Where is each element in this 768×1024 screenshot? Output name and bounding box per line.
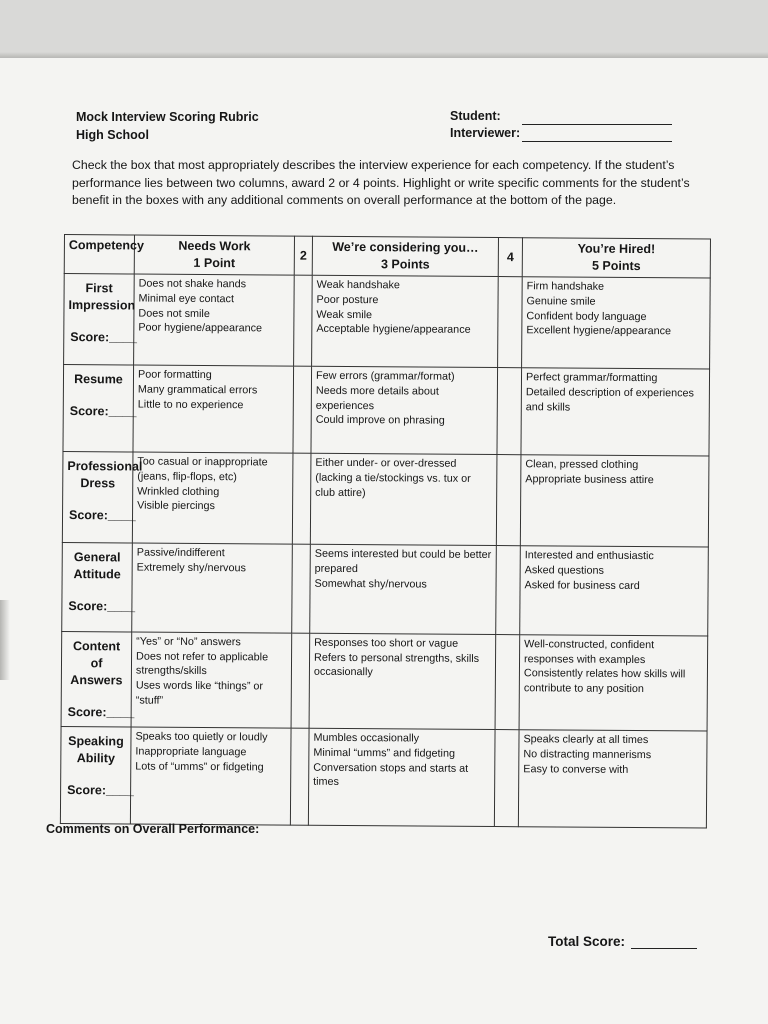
criterion-text: Speaks too quietly or loudly	[135, 730, 268, 744]
document-subtitle: High School	[76, 128, 149, 142]
hired-cell[interactable]	[519, 635, 708, 731]
criterion-text: Minimal “umms” and fidgeting	[313, 746, 456, 760]
total-score	[548, 934, 697, 949]
criterion-text: Lots of “umms” or fidgeting	[135, 760, 264, 773]
criterion-text: “Yes” or “No” answers	[136, 635, 241, 649]
criterion-text: Clean, pressed clothing	[525, 458, 639, 471]
header-hired	[522, 238, 710, 278]
competency-name: Resume	[74, 372, 123, 387]
criterion-text: Asked for business card	[524, 578, 640, 592]
criterion-text: Mumbles occasionally	[313, 731, 420, 745]
criterion-text: Responses too short or vague	[314, 636, 459, 650]
criterion-text: Acceptable hygiene/appearance	[316, 323, 471, 337]
four-point-checkbox-cell[interactable]	[496, 545, 521, 634]
criterion-text: Speaks clearly at all times	[523, 733, 649, 746]
hired-cell[interactable]	[522, 277, 711, 369]
considering-cell[interactable]	[311, 366, 498, 454]
header-needs-work-title: Needs Work	[178, 238, 251, 254]
four-point-checkbox-cell[interactable]	[496, 454, 521, 545]
criterion-text: Uses words like “things” or “stuff”	[135, 679, 264, 707]
criterion-text: Inappropriate language	[135, 745, 247, 758]
criterion-text: No distracting mannerisms	[523, 747, 652, 761]
needs-work-cell[interactable]	[132, 452, 293, 544]
criterion-text: Does not shake hands	[138, 277, 247, 291]
rubric-table	[60, 234, 711, 829]
criterion-text: Confident body language	[526, 309, 647, 323]
competency-name: Content of Answers	[70, 638, 123, 688]
interviewer-name-blank[interactable]	[522, 130, 672, 142]
header-hired-points: 5 Points	[591, 258, 641, 274]
criterion-text: Refers to personal strengths, skills occasionally	[313, 651, 480, 679]
criterion-text: Well-constructed, confident responses with examples	[524, 638, 655, 666]
criterion-text: Consistently relates how skills will contribute to any position	[523, 667, 686, 696]
criterion-text: Seems interested but could be better prepared	[314, 547, 492, 575]
criterion-text: Either under- or over-dressed (lacking a tie/stockings vs. tux or club attire)	[315, 456, 471, 499]
two-point-checkbox-cell[interactable]	[292, 453, 311, 544]
score-field[interactable]: Score:____	[70, 330, 138, 345]
score-field[interactable]: Score:____	[68, 507, 136, 523]
criterion-text: Poor posture	[316, 293, 379, 306]
criterion-text: Visible piercings	[137, 499, 215, 513]
criterion-text: Wrinkled clothing	[137, 485, 220, 498]
two-point-checkbox-cell[interactable]	[294, 275, 313, 366]
criterion-text: Interested and enthusiastic	[524, 549, 654, 563]
header-considering-title: We’re considering you…	[332, 239, 479, 255]
competency-name: General Attitude	[73, 549, 121, 582]
criterion-text: Weak smile	[316, 308, 373, 321]
header-hired-title: You’re Hired!	[577, 241, 656, 257]
table-row	[64, 274, 711, 369]
table-row	[62, 542, 709, 635]
criterion-text: Extremely shy/nervous	[136, 561, 246, 574]
header-competency: Competency	[64, 235, 134, 274]
document-title: Mock Interview Scoring Rubric	[76, 110, 259, 124]
hired-cell[interactable]	[518, 730, 707, 828]
table-row	[63, 364, 710, 455]
considering-cell[interactable]	[312, 275, 499, 367]
instructions-paragraph: Check the box that most appropriately describes the interview experience for each competency. If the student’s performance lies between two columns, award 2 or 4 points. Highlight or write specific comments for the student’s benefit in the boxes with any additional comments on overall performance at the bottom of the page.	[72, 158, 690, 207]
criterion-text: Does not refer to applicable strengths/skills	[135, 650, 269, 678]
criterion-text: Detailed description of experiences and skills	[525, 386, 695, 414]
criterion-text: Minimal eye contact	[138, 292, 235, 305]
score-field[interactable]: Score:____	[67, 782, 134, 798]
student-name-blank[interactable]	[522, 113, 672, 125]
header-four-points: 4	[498, 238, 522, 277]
needs-work-cell[interactable]	[134, 274, 295, 366]
student-info	[450, 108, 672, 142]
interviewer-label: Interviewer:	[450, 126, 521, 140]
criterion-text: Excellent hygiene/appearance	[526, 324, 672, 338]
criterion-text: Appropriate business attire	[525, 472, 654, 486]
total-score-blank[interactable]	[631, 936, 697, 949]
four-point-checkbox-cell[interactable]	[495, 634, 520, 729]
score-field[interactable]: Score:____	[67, 704, 135, 720]
scan-shadow	[0, 600, 10, 680]
header-considering	[312, 236, 498, 276]
hired-cell[interactable]	[521, 368, 710, 456]
competency-name: Professional Dress	[67, 458, 143, 491]
table-row	[62, 451, 709, 546]
criterion-text: Weak handshake	[316, 278, 400, 292]
two-point-checkbox-cell[interactable]	[293, 366, 312, 453]
two-point-checkbox-cell[interactable]	[291, 633, 310, 728]
competency-cell	[63, 364, 137, 451]
header-two-points: 2	[294, 236, 312, 275]
hired-cell[interactable]	[520, 455, 709, 547]
document-header	[76, 108, 259, 144]
criterion-text: Conversation stops and starts at times	[313, 761, 469, 789]
criterion-text: Somewhat shy/nervous	[314, 577, 427, 591]
criterion-text: Asked questions	[524, 563, 604, 577]
considering-cell[interactable]	[310, 453, 497, 545]
hired-cell[interactable]	[520, 546, 709, 636]
criterion-text: Genuine smile	[526, 295, 596, 308]
needs-work-cell[interactable]	[131, 632, 292, 728]
criterion-text: Few errors (grammar/format)	[315, 369, 455, 383]
considering-cell[interactable]	[310, 544, 497, 634]
competency-cell	[62, 542, 136, 631]
competency-cell	[62, 451, 143, 542]
competency-cell	[61, 631, 135, 727]
four-point-checkbox-cell[interactable]	[498, 277, 523, 368]
table-row	[61, 631, 708, 731]
needs-work-cell[interactable]	[132, 543, 293, 633]
total-score-label: Total Score:	[548, 934, 626, 949]
table-header-row	[64, 235, 710, 279]
header-needs-work-points: 1 Point	[193, 255, 236, 271]
table-row	[60, 726, 707, 828]
considering-cell[interactable]	[308, 728, 495, 826]
criterion-text: Needs more details about experiences	[315, 384, 439, 412]
two-point-checkbox-cell[interactable]	[290, 728, 309, 825]
header-considering-points: 3 Points	[380, 257, 430, 272]
competency-cell	[64, 274, 138, 365]
competency-name: Speaking Ability	[68, 733, 124, 766]
criterion-text: Easy to converse with	[523, 762, 629, 776]
criterion-text: Passive/indifferent	[136, 546, 225, 560]
criterion-text: Does not smile	[138, 307, 210, 320]
competency-cell	[60, 726, 134, 824]
four-point-checkbox-cell[interactable]	[494, 729, 519, 826]
criterion-text: Firm handshake	[526, 280, 605, 293]
criterion-text: Poor formatting	[137, 368, 212, 382]
comments-label: Comments on Overall Performance:	[46, 822, 260, 836]
considering-cell[interactable]	[309, 633, 496, 729]
header-needs-work	[134, 235, 294, 275]
criterion-text: Could improve on phrasing	[315, 414, 445, 428]
competency-name: First Impression	[68, 281, 136, 313]
criterion-text: Too casual or inappropriate (jeans, flip-flops, etc)	[137, 455, 268, 483]
score-field[interactable]: Score:____	[68, 598, 136, 614]
four-point-checkbox-cell[interactable]	[497, 368, 522, 455]
criterion-text: Little to no experience	[137, 398, 244, 411]
two-point-checkbox-cell[interactable]	[292, 544, 311, 633]
criterion-text: Poor hygiene/appearance	[138, 321, 263, 335]
score-field[interactable]: Score:____	[69, 404, 137, 419]
needs-work-cell[interactable]	[130, 727, 291, 825]
needs-work-cell[interactable]	[133, 365, 294, 453]
student-label: Student:	[450, 109, 501, 123]
criterion-text: Perfect grammar/formatting	[525, 371, 658, 385]
criterion-text: Many grammatical errors	[137, 383, 258, 397]
